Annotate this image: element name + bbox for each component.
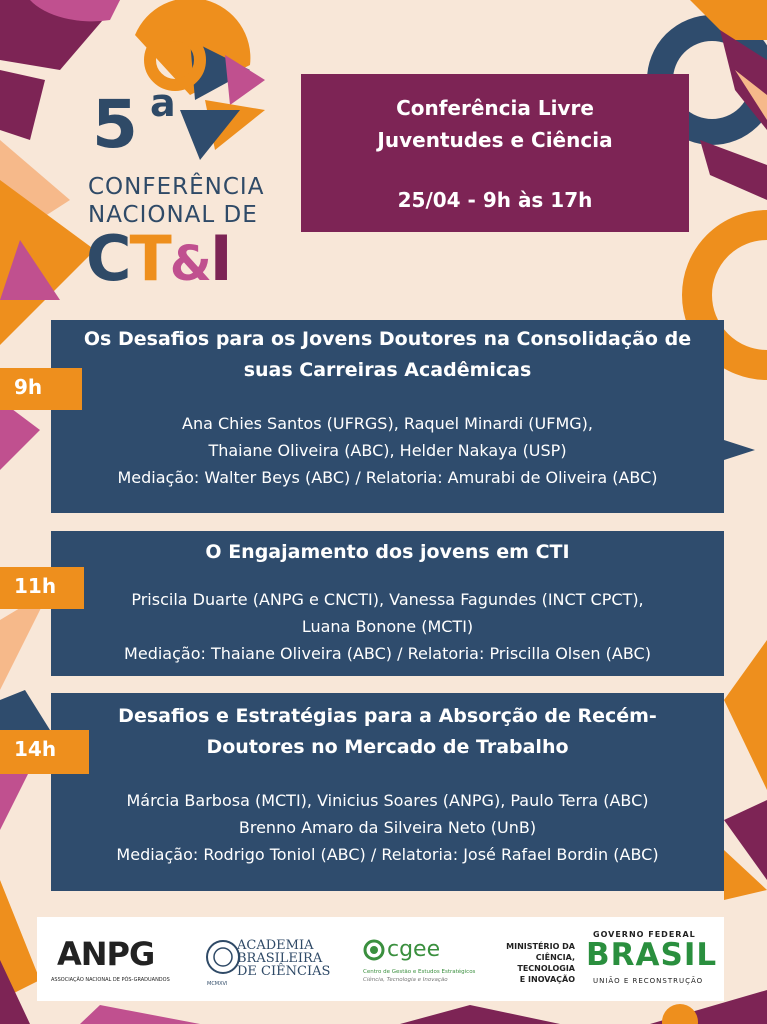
anpg-logo: ANPG — [57, 935, 155, 973]
session-title-line-1: Desafios e Estratégias para a Absorção de Recém- — [118, 705, 657, 727]
logo-edition-number: 5 — [92, 86, 138, 163]
session-time-badge: 11h — [0, 567, 84, 609]
speakers-line-1: Ana Chies Santos (UFRGS), Raquel Minardi (UFMG), — [182, 414, 593, 433]
logo-cti-i: I — [209, 222, 231, 295]
gov-line-2: UNIÃO E RECONSTRUÇÃO — [593, 977, 704, 985]
abc-line-1: ACADEMIA — [237, 938, 314, 953]
moderation-line: Mediação: Rodrigo Toniol (ABC) / Relatoria: José Rafael Bordin (ABC) — [116, 845, 659, 864]
session-speakers — [51, 410, 724, 491]
event-title-line-2: Juventudes e Ciência — [377, 128, 613, 152]
event-date: 25/04 - 9h às 17h — [397, 188, 593, 212]
session-speakers — [51, 787, 724, 868]
mcti-line-2: CIÊNCIA, TECNOLOGIA — [517, 953, 575, 973]
cgee-logo-text: cgee — [387, 937, 441, 962]
logo-edition-superscript: a — [150, 81, 176, 125]
abc-line-3: DE CIÊNCIAS — [237, 964, 331, 979]
speakers-line-1: Márcia Barbosa (MCTI), Vinicius Soares (ANPG), Paulo Terra (ABC) — [126, 791, 649, 810]
logo-cti-c: C — [86, 222, 130, 295]
abc-seal-icon — [205, 939, 241, 979]
moderation-line: Mediação: Walter Beys (ABC) / Relatoria: Amurabi de Oliveira (ABC) — [117, 468, 658, 487]
logo-cti-t: T — [129, 222, 170, 295]
session-title — [51, 693, 724, 763]
speakers-line-2: Thaiane Oliveira (ABC), Helder Nakaya (USP) — [208, 441, 567, 460]
logo-line-2: NACIONAL DE — [88, 202, 258, 228]
session-title-line-2: suas Carreiras Acadêmicas — [243, 359, 532, 381]
abc-line-2: BRASILEIRA — [237, 951, 323, 966]
session-card-2 — [51, 531, 724, 676]
logo-line-1: CONFERÊNCIA — [88, 174, 265, 200]
mcti-line-3: E INOVAÇÃO — [519, 975, 575, 984]
gov-brasil-logo: BRASIL — [586, 937, 718, 973]
session-card-3 — [51, 693, 724, 891]
speakers-line-1: Priscila Duarte (ANPG e CNCTI), Vanessa Fagundes (INCT CPCT), — [131, 590, 644, 609]
session-title-line-2: Doutores no Mercado de Trabalho — [206, 736, 569, 758]
event-title-box — [301, 74, 689, 232]
speakers-line-2: Luana Bonone (MCTI) — [301, 617, 474, 636]
logo-cti-amp: & — [169, 236, 210, 292]
moderation-line: Mediação: Thaiane Oliveira (ABC) / Relatoria: Priscilla Olsen (ABC) — [124, 644, 651, 663]
cgee-swirl-icon — [363, 939, 385, 961]
abc-roman-year: MCMXVI — [207, 981, 228, 987]
anpg-subtitle: ASSOCIAÇÃO NACIONAL DE PÓS-GRADUANDOS — [51, 977, 170, 983]
session-title — [51, 320, 724, 386]
mcti-line-1: MINISTÉRIO DA — [506, 942, 575, 951]
session-time-badge: 9h — [0, 368, 82, 410]
gov-line-1: GOVERNO FEDERAL — [593, 930, 696, 939]
cgee-subtitle-1: Centro de Gestão e Estudos Estratégicos — [363, 969, 476, 975]
event-title — [301, 92, 689, 156]
session-card-1 — [51, 320, 724, 513]
cgee-subtitle-2: Ciência, Tecnologia e Inovação — [363, 977, 448, 983]
event-title-line-1: Conferência Livre — [396, 96, 594, 120]
session-time-badge: 14h — [0, 730, 89, 774]
abc-logo-text — [237, 939, 330, 978]
speakers-line-2: Brenno Amaro da Silveira Neto (UnB) — [238, 818, 537, 837]
logo-cti — [86, 222, 231, 295]
footer-logos — [37, 917, 724, 1001]
session-speakers — [51, 586, 724, 667]
session-title: O Engajamento dos jovens em CTI — [205, 541, 570, 563]
mcti-logo-text — [495, 941, 575, 985]
session-title-line-1: Os Desafios para os Jovens Doutores na Consolidação de — [83, 328, 692, 350]
